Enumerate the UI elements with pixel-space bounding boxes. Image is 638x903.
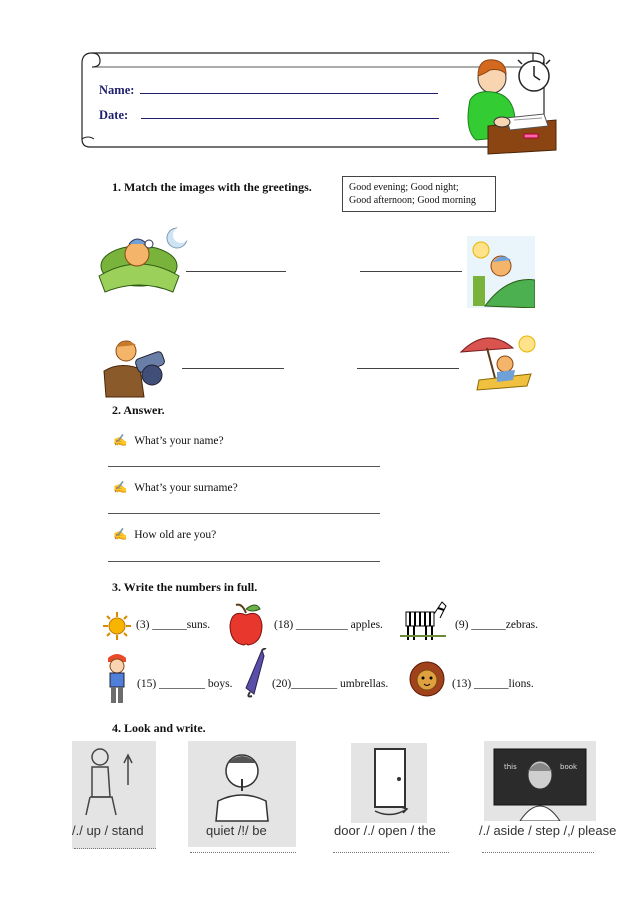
name-label: Name:	[99, 83, 135, 97]
greeting-blank-3[interactable]	[182, 368, 284, 369]
question-3-text: How old are you?	[134, 529, 217, 541]
write-line-3[interactable]	[333, 852, 449, 853]
umbrellas-item: (20)________ umbrellas.	[272, 678, 389, 690]
section1-title: 1. Match the images with the greetings.	[112, 180, 312, 194]
writing-hand-icon: ✍	[113, 435, 128, 447]
boys-item: (15) ________ boys.	[137, 678, 233, 690]
answer-line-1[interactable]	[108, 466, 380, 467]
write-line-4[interactable]	[482, 852, 594, 853]
question-1-text: What’s your name?	[134, 435, 224, 447]
apples-item: (18) _________ apples.	[274, 619, 383, 631]
open-door-picture	[351, 743, 427, 823]
date-blank[interactable]	[141, 118, 439, 119]
greetings-options-line-1: Good evening; Good night;	[349, 182, 459, 193]
caption-4: /./ aside / step /,/ please	[479, 823, 617, 838]
question-2	[113, 480, 238, 494]
greeting-blank-1[interactable]	[186, 271, 286, 272]
step-aside-picture	[484, 741, 596, 821]
greeting-blank-4[interactable]	[357, 368, 459, 369]
caption-3: door /./ open / the	[334, 823, 436, 838]
name-blank[interactable]	[140, 93, 438, 94]
greeting-blank-2[interactable]	[360, 271, 462, 272]
question-3	[113, 527, 216, 541]
lions-item: (13) ______lions.	[452, 678, 534, 690]
zebra-icon	[398, 600, 448, 642]
board-word-book: book	[560, 763, 578, 771]
section4-title: 4. Look and write.	[112, 721, 206, 735]
boy-telescope-evening-picture	[100, 331, 170, 399]
suns-item: (3) ______suns.	[136, 619, 211, 631]
boy-waking-morning-picture	[467, 236, 535, 308]
greetings-options-line-2: Good afternoon; Good morning	[349, 195, 476, 206]
caption-1: /./ up / stand	[72, 823, 144, 838]
section2-title: 2. Answer.	[112, 403, 165, 417]
zebras-item: (9) ______zebras.	[455, 619, 539, 631]
sun-icon	[102, 611, 132, 641]
write-line-1[interactable]	[74, 848, 156, 849]
boy-afternoon-picture	[457, 330, 539, 394]
greetings-options-box	[342, 176, 496, 212]
date-label: Date:	[99, 108, 129, 122]
boy-sleeping-night-picture	[93, 222, 189, 300]
section3-title: 3. Write the numbers in full.	[112, 580, 258, 594]
answer-line-2[interactable]	[108, 513, 380, 514]
answer-line-3[interactable]	[108, 561, 380, 562]
board-word-this: this	[504, 763, 517, 771]
write-line-2[interactable]	[190, 852, 296, 853]
apple-icon	[226, 601, 266, 647]
writing-hand-icon: ✍	[113, 529, 128, 541]
date-field[interactable]	[99, 108, 439, 123]
student-at-desk-illustration	[448, 50, 558, 160]
lion-icon	[408, 660, 446, 698]
writing-hand-icon: ✍	[113, 482, 128, 494]
boy-icon	[102, 650, 132, 706]
umbrella-icon	[242, 648, 272, 698]
question-1	[113, 433, 224, 447]
question-2-text: What’s your surname?	[134, 482, 238, 494]
name-field[interactable]	[99, 83, 438, 98]
caption-2: quiet /!/ be	[206, 823, 267, 838]
